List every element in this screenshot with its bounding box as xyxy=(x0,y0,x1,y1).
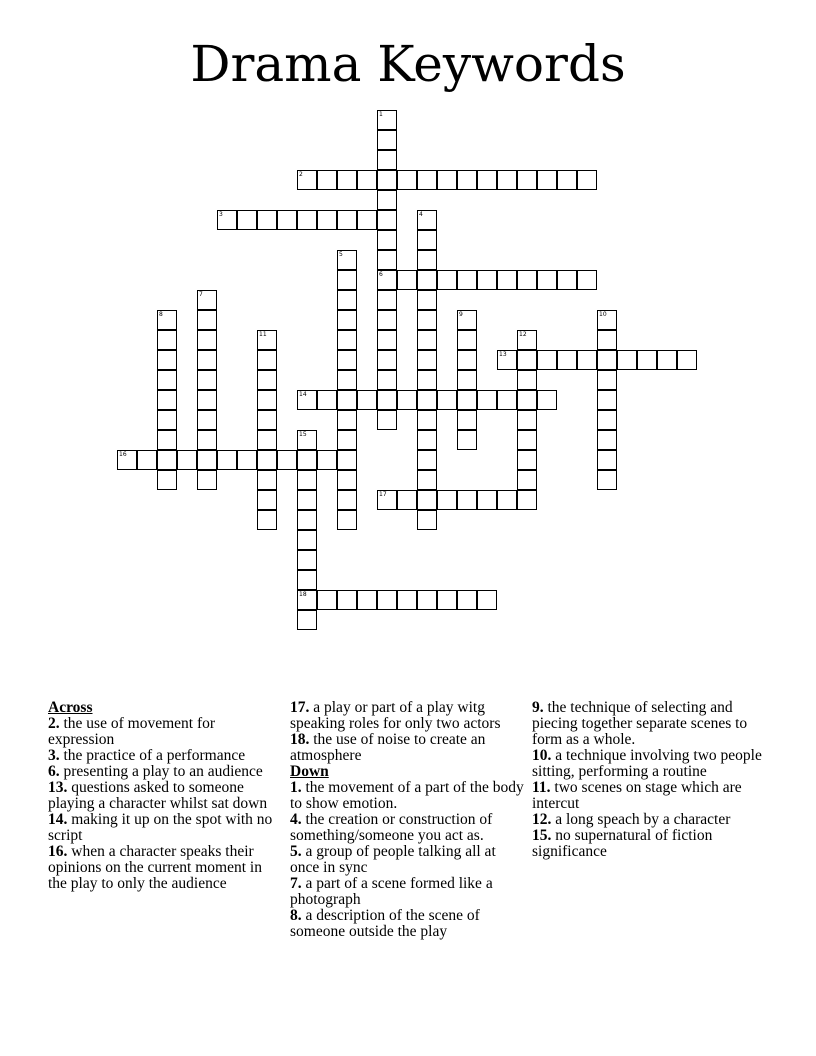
grid-cell xyxy=(377,290,397,310)
clue-number: 7. xyxy=(290,875,302,892)
clue-down-7 xyxy=(290,876,525,908)
grid-cell xyxy=(457,330,477,350)
grid-cell xyxy=(477,270,497,290)
grid-cell xyxy=(337,290,357,310)
grid-cell xyxy=(337,470,357,490)
grid-cell xyxy=(597,370,617,390)
clue-text: the use of movement for expression xyxy=(48,715,216,748)
grid-cell xyxy=(417,350,437,370)
clue-number: 9. xyxy=(532,699,544,716)
clue-text: a group of people talking all at once in sync xyxy=(290,843,496,876)
grid-cell xyxy=(377,410,397,430)
grid-cell xyxy=(377,210,397,230)
clue-number-label: 1 xyxy=(379,111,383,118)
clue-text: a description of the scene of someone outside the play xyxy=(290,907,480,940)
grid-cell xyxy=(437,390,457,410)
grid-cell xyxy=(417,510,437,530)
grid-cell xyxy=(377,590,397,610)
grid-cell xyxy=(337,410,357,430)
clue-text: when a character speaks their opinions on the current moment in the play to only the audience xyxy=(48,843,262,892)
grid-cell xyxy=(657,350,677,370)
grid-cell xyxy=(257,350,277,370)
grid-cell xyxy=(337,590,357,610)
grid-cell xyxy=(337,390,357,410)
grid-cell xyxy=(357,170,377,190)
clues-column-2 xyxy=(290,700,525,940)
grid-cell xyxy=(417,330,437,350)
clue-across-6 xyxy=(48,764,280,780)
clue-number-label: 16 xyxy=(119,451,127,458)
grid-cell xyxy=(457,590,477,610)
clue-text: the creation or construction of something/someone you act as. xyxy=(290,811,493,844)
grid-cell xyxy=(157,350,177,370)
clue-down-4 xyxy=(290,812,525,844)
grid-cell xyxy=(377,230,397,250)
grid-cell xyxy=(577,170,597,190)
grid-cell xyxy=(297,210,317,230)
grid-cell xyxy=(337,210,357,230)
clue-down-9 xyxy=(532,700,767,748)
puzzle-title: Drama Keywords xyxy=(190,35,626,93)
grid-cell xyxy=(517,450,537,470)
grid-cell xyxy=(337,350,357,370)
clue-number-label: 15 xyxy=(299,431,307,438)
clue-text: a technique involving two people sitting, performing a routine xyxy=(532,747,762,780)
grid-cell xyxy=(197,470,217,490)
clue-down-11 xyxy=(532,780,767,812)
grid-cell xyxy=(437,590,457,610)
grid-cell xyxy=(157,470,177,490)
clue-text: presenting a play to an audience xyxy=(63,763,263,780)
clue-number-label: 7 xyxy=(199,291,203,298)
clue-down-8 xyxy=(290,908,525,940)
clue-text: no supernatural of fiction significance xyxy=(532,827,713,860)
grid-cell xyxy=(557,350,577,370)
grid-cell xyxy=(517,490,537,510)
grid-cell xyxy=(597,430,617,450)
grid-cell xyxy=(517,370,537,390)
grid-cell xyxy=(517,170,537,190)
grid-cell xyxy=(497,270,517,290)
grid-cell xyxy=(337,430,357,450)
grid-cell xyxy=(317,450,337,470)
clue-text: the movement of a part of the body to show emotion. xyxy=(290,779,524,812)
grid-cell xyxy=(377,390,397,410)
clue-number: 6. xyxy=(48,763,60,780)
grid-cell xyxy=(597,470,617,490)
clue-text: making it up on the spot with no script xyxy=(48,811,273,844)
across-heading: Across xyxy=(48,699,93,716)
grid-cell xyxy=(317,590,337,610)
grid-cell xyxy=(457,410,477,430)
clue-number: 8. xyxy=(290,907,302,924)
grid-cell xyxy=(417,290,437,310)
clue-down-12 xyxy=(532,812,767,828)
clue-number-label: 17 xyxy=(379,491,387,498)
grid-cell xyxy=(457,370,477,390)
grid-cell xyxy=(197,410,217,430)
clue-number-label: 9 xyxy=(459,311,463,318)
clue-number-label: 13 xyxy=(499,351,507,358)
grid-cell xyxy=(377,250,397,270)
grid-cell xyxy=(177,450,197,470)
clue-across-14 xyxy=(48,812,280,844)
clue-text: the use of noise to create an atmosphere xyxy=(290,731,486,764)
grid-cell xyxy=(537,350,557,370)
grid-cell xyxy=(317,390,337,410)
grid-cell xyxy=(377,350,397,370)
grid-cell xyxy=(317,210,337,230)
clue-text: a part of a scene formed like a photograph xyxy=(290,875,493,908)
grid-cell xyxy=(197,350,217,370)
grid-cell xyxy=(577,270,597,290)
grid-cell xyxy=(497,170,517,190)
clue-across-3 xyxy=(48,748,280,764)
grid-cell xyxy=(497,490,517,510)
grid-cell xyxy=(417,490,437,510)
clue-number-label: 10 xyxy=(599,311,607,318)
grid-cell xyxy=(377,370,397,390)
clue-text: a long speach by a character xyxy=(555,811,731,828)
clue-number: 4. xyxy=(290,811,302,828)
grid-cell xyxy=(257,370,277,390)
grid-cell xyxy=(357,210,377,230)
grid-cell xyxy=(317,170,337,190)
grid-cell xyxy=(537,170,557,190)
grid-cell xyxy=(337,370,357,390)
grid-cell xyxy=(337,170,357,190)
grid-cell xyxy=(157,330,177,350)
grid-cell xyxy=(577,350,597,370)
grid-cell xyxy=(377,150,397,170)
clue-across-2 xyxy=(48,716,280,748)
clue-number-label: 12 xyxy=(519,331,527,338)
grid-cell xyxy=(297,570,317,590)
grid-cell xyxy=(297,550,317,570)
grid-cell xyxy=(517,470,537,490)
grid-cell xyxy=(597,450,617,470)
grid-cell xyxy=(417,470,437,490)
grid-cell xyxy=(497,390,517,410)
grid-cell xyxy=(377,190,397,210)
clues-column-3 xyxy=(532,700,767,860)
grid-cell xyxy=(457,350,477,370)
grid-cell xyxy=(437,490,457,510)
grid-cell xyxy=(217,450,237,470)
grid-cell xyxy=(417,310,437,330)
grid-cell xyxy=(417,390,437,410)
grid-cell xyxy=(677,350,697,370)
clues-column-1 xyxy=(48,700,280,892)
clue-number: 16. xyxy=(48,843,68,860)
grid-cell xyxy=(597,390,617,410)
grid-cell xyxy=(157,430,177,450)
grid-cell xyxy=(617,350,637,370)
grid-cell xyxy=(337,490,357,510)
clue-down-5 xyxy=(290,844,525,876)
grid-cell xyxy=(517,350,537,370)
grid-cell xyxy=(197,430,217,450)
grid-cell xyxy=(197,450,217,470)
grid-cell xyxy=(257,470,277,490)
clue-number: 5. xyxy=(290,843,302,860)
clue-down-15 xyxy=(532,828,767,860)
clue-text: a play or part of a play witg speaking roles for only two actors xyxy=(290,699,501,732)
clue-number-label: 6 xyxy=(379,271,383,278)
grid-cell xyxy=(157,390,177,410)
grid-cell xyxy=(257,430,277,450)
clue-across-17 xyxy=(290,700,525,732)
grid-cell xyxy=(417,450,437,470)
grid-cell xyxy=(437,270,457,290)
grid-cell xyxy=(417,250,437,270)
clue-number-label: 14 xyxy=(299,391,307,398)
clue-number: 10. xyxy=(532,747,552,764)
down-heading: Down xyxy=(290,763,329,780)
clue-number-label: 4 xyxy=(419,211,423,218)
clue-down-10 xyxy=(532,748,767,780)
grid-cell xyxy=(157,370,177,390)
grid-cell xyxy=(157,450,177,470)
grid-cell xyxy=(537,270,557,290)
grid-cell xyxy=(517,410,537,430)
grid-cell xyxy=(397,590,417,610)
grid-cell xyxy=(297,490,317,510)
grid-cell xyxy=(157,410,177,430)
grid-cell xyxy=(297,450,317,470)
grid-cell xyxy=(417,590,437,610)
clue-number-label: 2 xyxy=(299,171,303,178)
grid-cell xyxy=(297,610,317,630)
grid-cell xyxy=(457,490,477,510)
clue-text: questions asked to someone playing a character whilst sat down xyxy=(48,779,268,812)
grid-cell xyxy=(257,510,277,530)
grid-cell xyxy=(457,390,477,410)
grid-cell xyxy=(377,130,397,150)
clue-text: the technique of selecting and piecing together separate scenes to form as a whole. xyxy=(532,699,748,748)
clue-text: the practice of a performance xyxy=(63,747,246,764)
grid-cell xyxy=(557,270,577,290)
grid-cell xyxy=(517,390,537,410)
clue-number-label: 8 xyxy=(159,311,163,318)
clue-across-18 xyxy=(290,732,525,764)
grid-cell xyxy=(197,330,217,350)
grid-cell xyxy=(417,410,437,430)
grid-cell xyxy=(357,590,377,610)
clue-number-label: 5 xyxy=(339,251,343,258)
clue-across-13 xyxy=(48,780,280,812)
grid-cell xyxy=(597,330,617,350)
grid-cell xyxy=(517,270,537,290)
clue-number: 15. xyxy=(532,827,552,844)
clue-number: 13. xyxy=(48,779,68,796)
clue-number: 18. xyxy=(290,731,310,748)
grid-cell xyxy=(397,170,417,190)
grid-cell xyxy=(397,390,417,410)
grid-cell xyxy=(477,590,497,610)
grid-cell xyxy=(477,490,497,510)
clue-number: 1. xyxy=(290,779,302,796)
clue-number: 17. xyxy=(290,699,310,716)
grid-cell xyxy=(457,430,477,450)
grid-cell xyxy=(337,510,357,530)
clue-text: two scenes on stage which are intercut xyxy=(532,779,742,812)
grid-cell xyxy=(257,210,277,230)
grid-cell xyxy=(357,390,377,410)
clue-number: 14. xyxy=(48,811,68,828)
grid-cell xyxy=(457,270,477,290)
grid-cell xyxy=(337,310,357,330)
grid-cell xyxy=(397,270,417,290)
grid-cell xyxy=(197,370,217,390)
grid-cell xyxy=(377,170,397,190)
clue-number-label: 18 xyxy=(299,591,307,598)
grid-cell xyxy=(417,170,437,190)
grid-cell xyxy=(417,370,437,390)
grid-cell xyxy=(517,430,537,450)
grid-cell xyxy=(397,490,417,510)
grid-cell xyxy=(477,170,497,190)
clue-number: 12. xyxy=(532,811,552,828)
clue-number: 2. xyxy=(48,715,60,732)
grid-cell xyxy=(297,510,317,530)
clue-number-label: 11 xyxy=(259,331,267,338)
grid-cell xyxy=(297,530,317,550)
grid-cell xyxy=(417,430,437,450)
grid-cell xyxy=(337,330,357,350)
clue-down-1 xyxy=(290,780,525,812)
grid-cell xyxy=(597,350,617,370)
grid-cell xyxy=(137,450,157,470)
grid-cell xyxy=(197,390,217,410)
grid-cell xyxy=(277,210,297,230)
grid-cell xyxy=(377,310,397,330)
grid-cell xyxy=(417,270,437,290)
grid-cell xyxy=(337,270,357,290)
grid-cell xyxy=(417,230,437,250)
grid-cell xyxy=(337,450,357,470)
clue-across-16 xyxy=(48,844,280,892)
grid-cell xyxy=(597,410,617,430)
clue-number-label: 3 xyxy=(219,211,223,218)
grid-cell xyxy=(257,490,277,510)
grid-cell xyxy=(637,350,657,370)
grid-cell xyxy=(377,330,397,350)
grid-cell xyxy=(237,210,257,230)
grid-cell xyxy=(257,450,277,470)
grid-cell xyxy=(457,170,477,190)
grid-cell xyxy=(477,390,497,410)
grid-cell xyxy=(197,310,217,330)
grid-cell xyxy=(437,170,457,190)
grid-cell xyxy=(257,410,277,430)
grid-cell xyxy=(277,450,297,470)
grid-cell xyxy=(297,470,317,490)
grid-cell xyxy=(257,390,277,410)
clue-number: 3. xyxy=(48,747,60,764)
grid-cell xyxy=(237,450,257,470)
clue-number: 11. xyxy=(532,779,551,796)
grid-cell xyxy=(557,170,577,190)
grid-cell xyxy=(537,390,557,410)
